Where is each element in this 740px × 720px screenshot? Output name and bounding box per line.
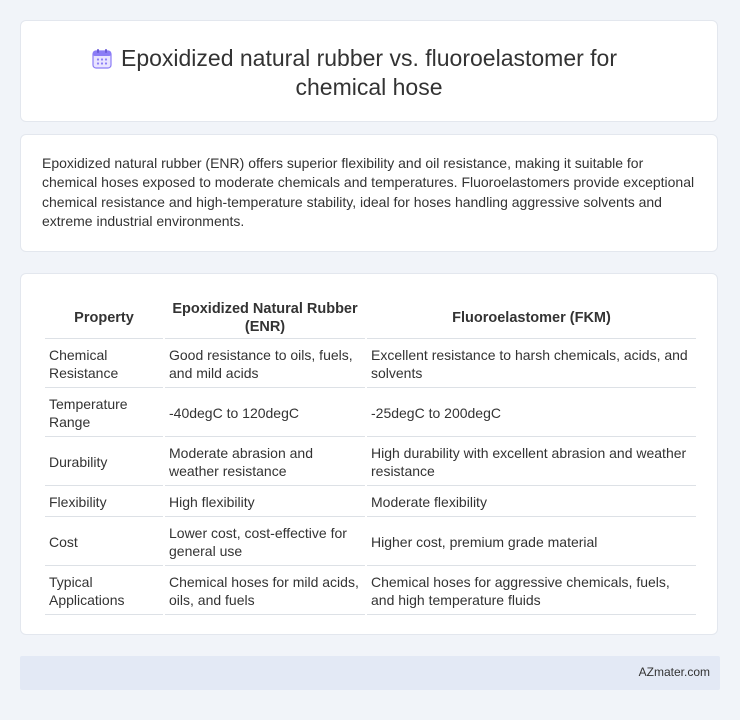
header-fkm: Fluoroelastomer (FKM) [367,298,696,339]
cell-enr: Good resistance to oils, fuels, and mild acids [165,341,365,388]
table-row [45,519,696,566]
table-row [45,390,696,437]
page-title [21,44,717,102]
title-card [20,20,718,122]
page-title-line1: Epoxidized natural rubber vs. fluoroelastomer for [120,45,618,71]
cell-property: Temperature Range [45,390,163,437]
cell-fkm: High durability with excellent abrasion and weather resistance [367,439,696,486]
page-title-line2: chemical hose [295,74,443,100]
table-header-row [45,298,696,339]
cell-enr: Moderate abrasion and weather resistance [165,439,365,486]
comparison-table [43,296,698,617]
cell-enr: Chemical hoses for mild acids, oils, and fuels [165,568,365,615]
cell-property: Typical Applications [45,568,163,615]
cell-enr: High flexibility [165,488,365,517]
cell-fkm: Chemical hoses for aggressive chemicals, fuels, and high temperature fluids [367,568,696,615]
summary-card [20,134,718,252]
table-row [45,439,696,486]
cell-property: Durability [45,439,163,486]
summary-text: Epoxidized natural rubber (ENR) offers superior flexibility and oil resistance, making it suitable for chemical hoses exposed to moderate chemicals and temperatures. Fluoroelastomers provide exceptional chemical resistance and high-temperature stability, ideal for hoses handling aggressive solvents and extreme industrial environments. [42,155,695,230]
cell-property: Chemical Resistance [45,341,163,388]
table-row [45,341,696,388]
table-row [45,568,696,615]
footer-brand[interactable]: AZmater.com [638,665,710,679]
cell-fkm: Excellent resistance to harsh chemicals, acids, and solvents [367,341,696,388]
comparison-table-card [20,273,718,635]
header-property: Property [45,298,163,339]
cell-fkm: Moderate flexibility [367,488,696,517]
cell-property: Flexibility [45,488,163,517]
table-row [45,488,696,517]
cell-enr: Lower cost, cost-effective for general use [165,519,365,566]
footer-bar [20,656,720,690]
cell-property: Cost [45,519,163,566]
header-enr: Epoxidized Natural Rubber (ENR) [165,298,365,339]
cell-enr: -40degC to 120degC [165,390,365,437]
cell-fkm: Higher cost, premium grade material [367,519,696,566]
cell-fkm: -25degC to 200degC [367,390,696,437]
